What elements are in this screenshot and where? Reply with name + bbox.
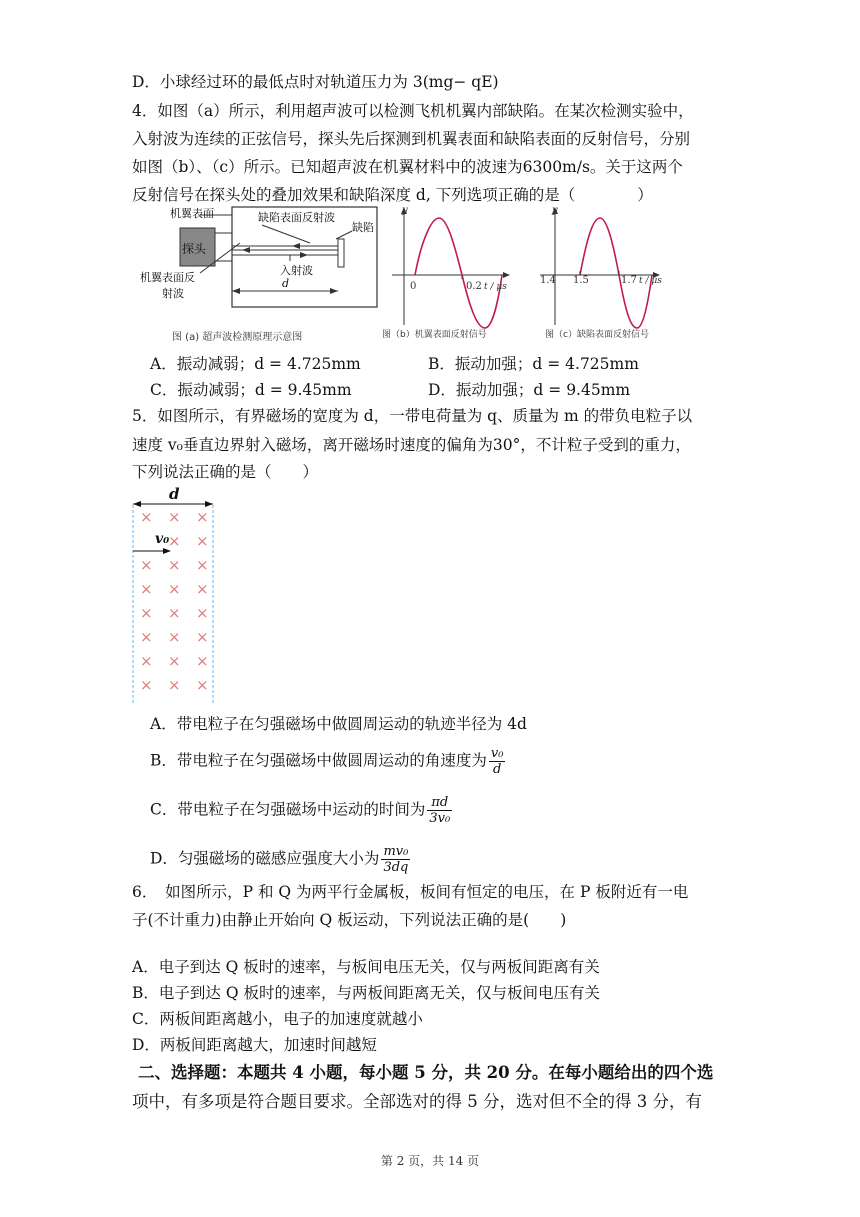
section2-heading-line1: 二、选择题：本题共 4 小题，每小题 5 分，共 20 分。在每小题给出的四个选: [138, 1063, 714, 1082]
q6-option-b: B．电子到达 Q 板时的速率，与两板间距离无关，仅与板间电压有关: [132, 984, 600, 1002]
field-cross-mark: ×: [168, 628, 181, 646]
field-cross-mark: ×: [168, 604, 181, 622]
field-cross-mark: ×: [140, 580, 153, 598]
field-crosses: [140, 508, 209, 694]
field-cross-mark: ×: [168, 652, 181, 670]
q6-stem-line2: 子(不计重力)由静止开始向 Q 板运动，下列说法正确的是( ): [132, 911, 567, 929]
defect-label: 缺陷: [352, 221, 374, 234]
q6-option-c: C．两板间距离越小，电子的加速度就越小: [132, 1010, 423, 1028]
page-footer: 第 2 页，共 14 页: [380, 1154, 480, 1168]
field-cross-mark: ×: [140, 652, 153, 670]
fig-b-tick-02: 0.2: [466, 281, 482, 292]
field-cross-mark: ×: [196, 652, 209, 670]
surface-reflect-label-2: 射波: [162, 287, 184, 300]
fig-c-x-unit: t / μs: [639, 276, 662, 286]
fig-c-tick-17: 1.7: [621, 275, 637, 286]
q5-stem-line3: 下列说法正确的是（ ）: [132, 463, 319, 481]
field-cross-mark: ×: [140, 628, 153, 646]
q5-option-c: [150, 795, 452, 826]
q5-option-b-fraction: [489, 746, 506, 777]
field-cross-mark: ×: [140, 508, 153, 526]
fig-b-y-axis: y: [402, 205, 408, 216]
field-cross-mark: ×: [168, 676, 181, 694]
fig-c-y-axis: y: [552, 205, 558, 216]
q4-stem-line4: 反射信号在探头处的叠加效果和缺陷深度 d, 下列选项正确的是（ ）: [132, 186, 653, 204]
figure-b-caption: 图（b）机翼表面反射信号: [382, 330, 487, 340]
q5-option-d-numerator: mv₀: [381, 844, 410, 860]
figure-a-ultrasonic-diagram: [140, 203, 385, 348]
field-cross-mark: ×: [168, 556, 181, 574]
field-cross-mark: ×: [140, 604, 153, 622]
magnetic-field-figure: [125, 485, 225, 705]
q4-stem-line1: 4．如图（a）所示，利用超声波可以检测飞机机翼内部缺陷。在某次检测实验中，: [132, 102, 694, 120]
q6-option-d: D．两板间距离越大，加速时间越短: [132, 1036, 377, 1054]
q5-option-c-denominator: 3v₀: [429, 811, 451, 826]
probe-label: 探头: [182, 242, 207, 256]
field-cross-mark: ×: [196, 532, 209, 550]
field-cross-mark: ×: [140, 556, 153, 574]
q3-option-d: D．小球经过环的最低点时对轨道压力为 3(mg− qE): [132, 73, 499, 91]
velocity-label-v0: v₀: [155, 531, 170, 547]
q5-stem-line1: 5．如图所示，有界磁场的宽度为 d，一带电荷量为 q、质量为 m 的带负电粒子以: [132, 407, 693, 425]
q5-option-c-numerator: πd: [427, 795, 452, 811]
field-cross-mark: ×: [140, 676, 153, 694]
q4-option-d: D．振动加强；d = 9.45mm: [428, 381, 631, 399]
field-cross-mark: ×: [196, 556, 209, 574]
q4-option-b: B．振动加强；d = 4.725mm: [428, 355, 639, 373]
figure-b-surface-signal: [382, 203, 517, 348]
field-cross-mark: ×: [168, 532, 181, 550]
width-label-d: d: [169, 485, 180, 503]
q5-option-a: A．带电粒子在匀强磁场中做圆周运动的轨迹半径为 4d: [150, 715, 527, 733]
q5-option-d-fraction: [381, 844, 410, 875]
figure-a-caption: 图 (a) 超声波检测原理示意图: [172, 332, 303, 343]
q5-option-b-numerator: v₀: [490, 746, 504, 761]
field-cross-mark: ×: [196, 676, 209, 694]
q5-option-c-text: C．带电粒子在匀强磁场中运动的时间为: [150, 800, 426, 819]
q6-stem-line1: 6． 如图所示，P 和 Q 为两平行金属板，板间有恒定的电压，在 P 板附近有一电: [132, 883, 689, 901]
q5-stem-line2: 速度 v₀垂直边界射入磁场，离开磁场时速度的偏角为30°，不计粒子受到的重力，: [132, 436, 691, 454]
depth-label-d: d: [282, 277, 290, 290]
q4-stem-line2: 入射波为连续的正弦信号，探头先后探测到机翼表面和缺陷表面的反射信号，分别: [132, 130, 691, 148]
q4-option-c: C．振动减弱；d = 9.45mm: [150, 381, 352, 399]
defect-reflect-label: 缺陷表面反射波: [258, 211, 335, 224]
fig-b-tick-0: 0: [410, 281, 417, 292]
field-cross-mark: ×: [196, 580, 209, 598]
q5-option-c-fraction: [427, 795, 452, 826]
fig-c-tick-14: 1.4: [540, 275, 556, 286]
wing-surface-label: 机翼表面: [170, 207, 214, 220]
field-cross-mark: ×: [168, 580, 181, 598]
figure-c-caption: 图（c）缺陷表面反射信号: [545, 330, 649, 340]
field-cross-mark: ×: [196, 604, 209, 622]
q5-option-b-text: B．带电粒子在匀强磁场中做圆周运动的角速度为: [150, 751, 487, 770]
surface-reflect-label-1: 机翼表面反: [140, 271, 195, 284]
section2-heading-line2: 项中，有多项是符合题目要求。全部选对的得 5 分，选对但不全的得 3 分，有: [132, 1092, 702, 1111]
q5-option-d-text: D．匀强磁场的磁感应强度大小为: [150, 849, 380, 868]
q5-option-d-denominator: 3dq: [383, 860, 409, 875]
fig-b-x-unit: t / μs: [484, 282, 507, 292]
incident-wave-label: 入射波: [280, 264, 313, 277]
field-cross-mark: ×: [196, 508, 209, 526]
figure-c-defect-signal: [535, 203, 670, 348]
fig-c-tick-15: 1.5: [573, 275, 589, 286]
q5-option-b-denominator: d: [493, 762, 502, 777]
q5-option-d: [150, 844, 410, 875]
q4-option-a: A．振动减弱；d = 4.725mm: [150, 355, 361, 373]
field-cross-mark: ×: [196, 628, 209, 646]
q6-option-a: A．电子到达 Q 板时的速率，与板间电压无关，仅与两板间距离有关: [132, 958, 600, 976]
q5-option-b: [150, 746, 505, 777]
field-cross-mark: ×: [168, 508, 181, 526]
q4-stem-line3: 如图（b）、（c）所示。已知超声波在机翼材料中的波速为6300m/s。关于这两个: [132, 158, 683, 176]
